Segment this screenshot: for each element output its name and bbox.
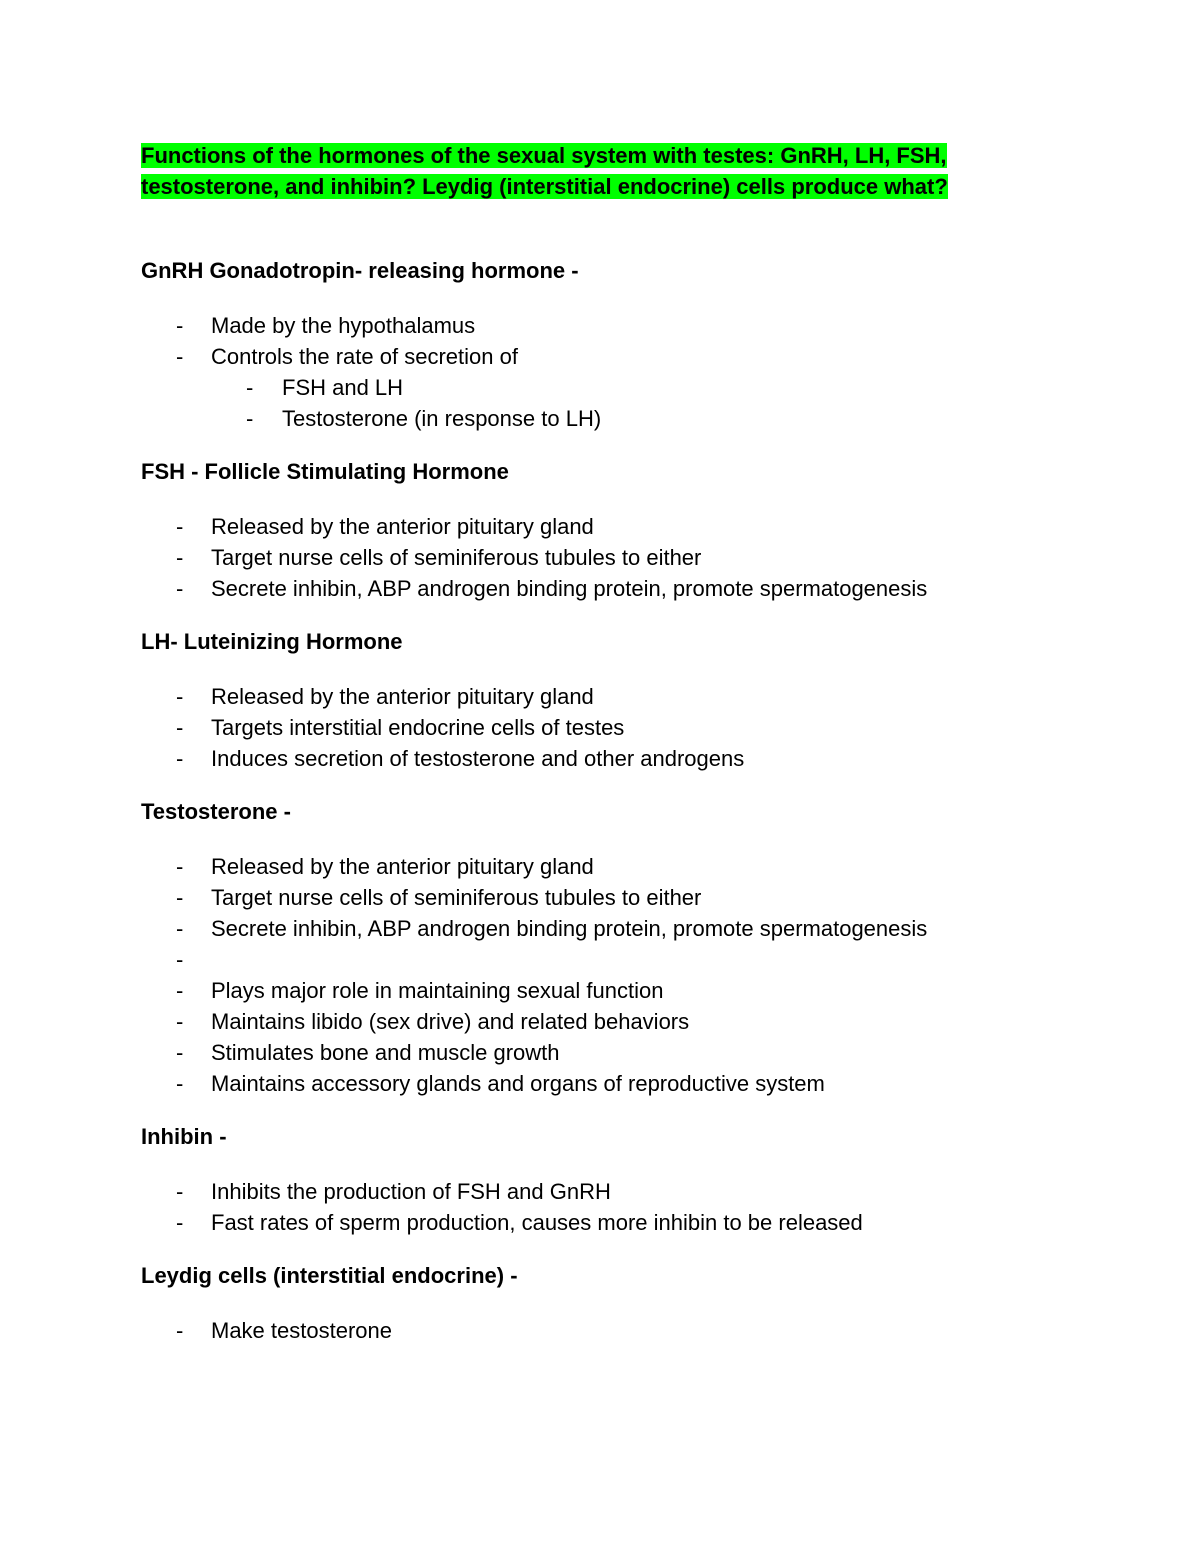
bullet-list xyxy=(141,1176,1081,1238)
list-item xyxy=(141,743,1081,774)
bullet-dash: - xyxy=(176,313,184,338)
document-title xyxy=(141,140,1081,202)
list-item-text: Released by the anterior pituitary gland xyxy=(211,854,594,879)
section-heading: LH- Luteinizing Hormone xyxy=(141,629,403,654)
section-3 xyxy=(141,796,1081,1099)
list-item xyxy=(141,310,1081,341)
list-item-text: Make testosterone xyxy=(211,1318,392,1343)
bullet-dash: - xyxy=(176,576,184,601)
bullet-dash: - xyxy=(176,1210,184,1235)
bullet-dash: - xyxy=(176,854,184,879)
list-item xyxy=(141,372,1081,403)
list-item xyxy=(141,1006,1081,1037)
list-item xyxy=(141,1315,1081,1346)
list-item-text: Secrete inhibin, ABP androgen binding protein, promote spermatogenesis xyxy=(211,576,928,601)
bullet-dash: - xyxy=(176,684,184,709)
list-item xyxy=(141,851,1081,882)
list-item-text: Plays major role in maintaining sexual function xyxy=(211,978,664,1003)
bullet-list xyxy=(141,310,1081,434)
document-page xyxy=(141,140,1081,1346)
list-item-text: Released by the anterior pituitary gland xyxy=(211,514,594,539)
list-item xyxy=(141,542,1081,573)
list-item xyxy=(141,681,1081,712)
bullet-dash: - xyxy=(176,1179,184,1204)
list-item-text: Controls the rate of secretion of xyxy=(211,344,518,369)
list-item xyxy=(141,1068,1081,1099)
bullet-dash: - xyxy=(176,545,184,570)
list-item-text: Maintains libido (sex drive) and related behaviors xyxy=(211,1009,690,1034)
list-item xyxy=(141,511,1081,542)
list-item-text: Fast rates of sperm production, causes more inhibin to be released xyxy=(211,1210,863,1235)
section-1 xyxy=(141,456,1081,604)
bullet-dash: - xyxy=(176,978,184,1003)
bullet-dash: - xyxy=(176,715,184,740)
bullet-dash: - xyxy=(176,1318,184,1343)
list-item-text: Targets interstitial endocrine cells of testes xyxy=(211,715,625,740)
bullet-dash: - xyxy=(176,1040,184,1065)
bullet-dash: - xyxy=(176,947,184,972)
list-item xyxy=(141,1037,1081,1068)
list-item-text: Testosterone (in response to LH) xyxy=(282,406,602,431)
list-item xyxy=(141,573,1081,604)
list-item-text: Target nurse cells of seminiferous tubules to either xyxy=(211,885,702,910)
section-2 xyxy=(141,626,1081,774)
list-item xyxy=(141,403,1081,434)
bullet-dash: - xyxy=(176,746,184,771)
bullet-list xyxy=(141,1315,1081,1346)
list-item-text: Released by the anterior pituitary gland xyxy=(211,684,594,709)
list-item-text: Made by the hypothalamus xyxy=(211,313,476,338)
list-item xyxy=(141,712,1081,743)
list-item-text: Stimulates bone and muscle growth xyxy=(211,1040,560,1065)
list-item xyxy=(141,975,1081,1006)
sections-container xyxy=(141,255,1081,1346)
list-item-text: Secrete inhibin, ABP androgen binding protein, promote spermatogenesis xyxy=(211,916,928,941)
bullet-list xyxy=(141,851,1081,1099)
list-item xyxy=(141,1176,1081,1207)
list-item-text: Inhibits the production of FSH and GnRH xyxy=(211,1179,611,1204)
list-item-text: FSH and LH xyxy=(282,375,404,400)
section-4 xyxy=(141,1121,1081,1238)
bullet-dash: - xyxy=(176,1009,184,1034)
list-item xyxy=(141,944,1081,975)
bullet-dash: - xyxy=(176,514,184,539)
bullet-dash: - xyxy=(176,344,184,369)
section-heading: Inhibin - xyxy=(141,1124,227,1149)
bullet-dash: - xyxy=(176,1071,184,1096)
list-item-text: Target nurse cells of seminiferous tubules to either xyxy=(211,545,702,570)
section-heading: Leydig cells (interstitial endocrine) - xyxy=(141,1263,518,1288)
list-item xyxy=(141,1207,1081,1238)
bullet-dash: - xyxy=(246,375,254,400)
list-item xyxy=(141,913,1081,944)
bullet-list xyxy=(141,511,1081,604)
list-item xyxy=(141,341,1081,372)
section-0 xyxy=(141,255,1081,434)
title-line-2: testosterone, and inhibin? Leydig (interstitial endocrine) cells produce what? xyxy=(141,174,948,199)
bullet-list xyxy=(141,681,1081,774)
section-heading: Testosterone - xyxy=(141,799,291,824)
list-item xyxy=(141,882,1081,913)
section-heading: FSH - Follicle Stimulating Hormone xyxy=(141,459,509,484)
list-item-text: Maintains accessory glands and organs of reproductive system xyxy=(211,1071,825,1096)
list-item-text: Induces secretion of testosterone and other androgens xyxy=(211,746,745,771)
bullet-dash: - xyxy=(246,406,254,431)
bullet-dash: - xyxy=(176,885,184,910)
title-line-1: Functions of the hormones of the sexual system with testes: GnRH, LH, FSH, xyxy=(141,143,947,168)
bullet-dash: - xyxy=(176,916,184,941)
section-5 xyxy=(141,1260,1081,1346)
section-heading: GnRH Gonadotropin- releasing hormone - xyxy=(141,258,579,283)
